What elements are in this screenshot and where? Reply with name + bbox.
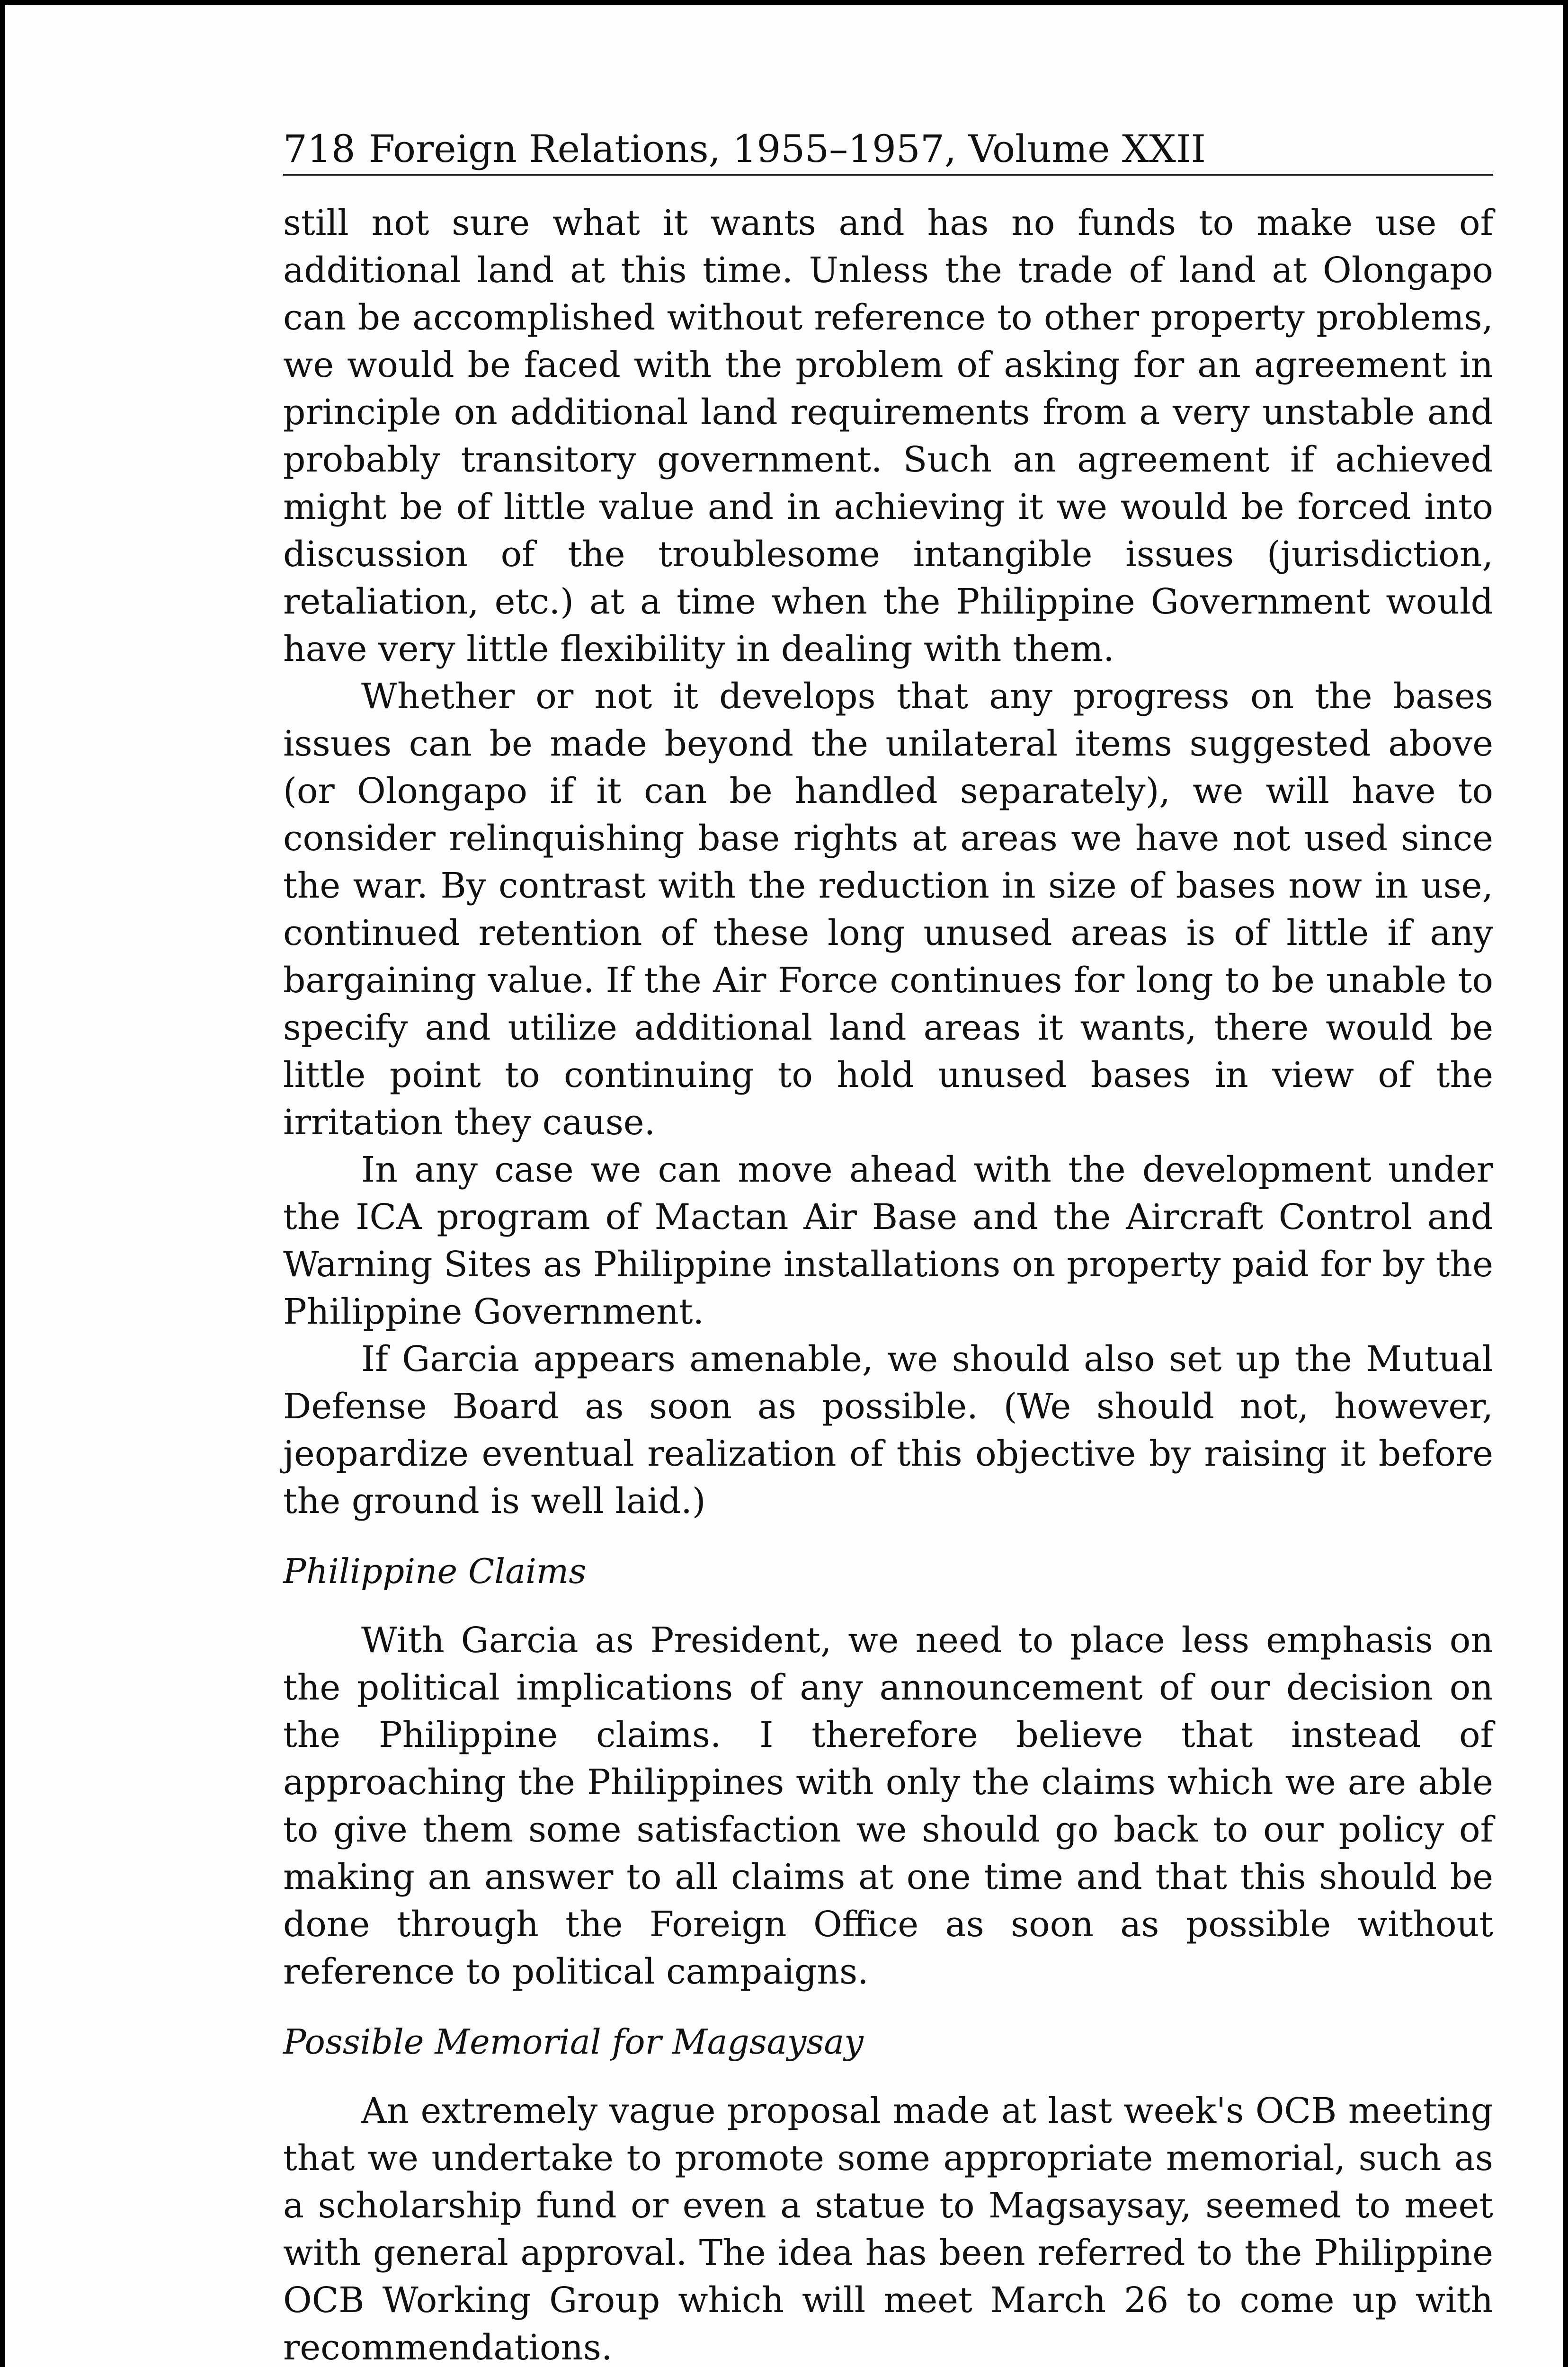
paragraph-philippine-claims: With Garcia as President, we need to place less emphasis on the political implications of any announcement of our decision on the Philippine claims. I therefore believe that instead of approaching the Philippines with only the claims which we are able to give them some satisfaction we should go back to our policy of making an answer to all claims at one time and that this should be done through the Foreign Office as soon as possible without reference to political campaigns. xyxy=(283,1620,1493,1992)
paragraph-mutual-defense-board: If Garcia appears amenable, we should also set up the Mutual Defense Board as soon as possible. (We should not, however, jeopardize eventual realization of this objective by raising it before the ground is well laid.) xyxy=(283,1339,1493,1522)
paragraph-base-rights: Whether or not it develops that any progress on the bases issues can be made beyond the unilateral items suggested above (or Olongapo if it can be handled separately), we will have to consider relinquishing base rights at areas we have not used since the war. By contrast with the reduction in size of bases now in use, continued retention of these long unused areas is of little if any bargaining value. If the Air Force continues for long to be unable to specify and utilize additional land areas it wants, there would be little point to continuing to hold unused bases in view of the irritation they cause. xyxy=(283,676,1493,1143)
paragraph-memorial: An extremely vague proposal made at last week's OCB meeting that we undertake to promote some appropriate memorial, such as a scholarship fund or even a statue to Magsaysay, seemed to meet with general approval. The idea has been referred to the Philippine OCB Working Group which will meet March 26 to come up with recommendations. xyxy=(283,2091,1493,2367)
running-head xyxy=(283,127,1493,176)
volume-title: Foreign Relations, 1955–1957, Volume XXII xyxy=(368,127,1206,171)
page-number: 718 xyxy=(283,127,356,171)
document-page xyxy=(5,5,1563,2367)
section-heading-memorial: Possible Memorial for Magsaysay xyxy=(283,2022,864,2062)
paragraph-continued: still not sure what it wants and has no funds to make use of additional land at this time. Unless the trade of land at Olongapo can be accomplished without reference to other property problems, we would be faced with the problem of asking for an agreement in principle on additional land requirements from a very unstable and probably transitory government. Such an agreement if achieved might be of little value and in achieving it we would be forced into discussion of the troublesome intangible issues (jurisdiction, retaliation, etc.) at a time when the Philippine Government would have very little flexibility in dealing with them. xyxy=(283,203,1493,669)
page-content xyxy=(283,127,1493,2367)
body-text xyxy=(283,199,1493,2367)
paragraph-mactan-air-base: In any case we can move ahead with the development under the ICA program of Mactan Air Base and the Aircraft Control and Warning Sites as Philippine installations on property paid for by the Philippine Government. xyxy=(283,1149,1493,1332)
section-heading-philippine-claims: Philippine Claims xyxy=(283,1551,587,1591)
